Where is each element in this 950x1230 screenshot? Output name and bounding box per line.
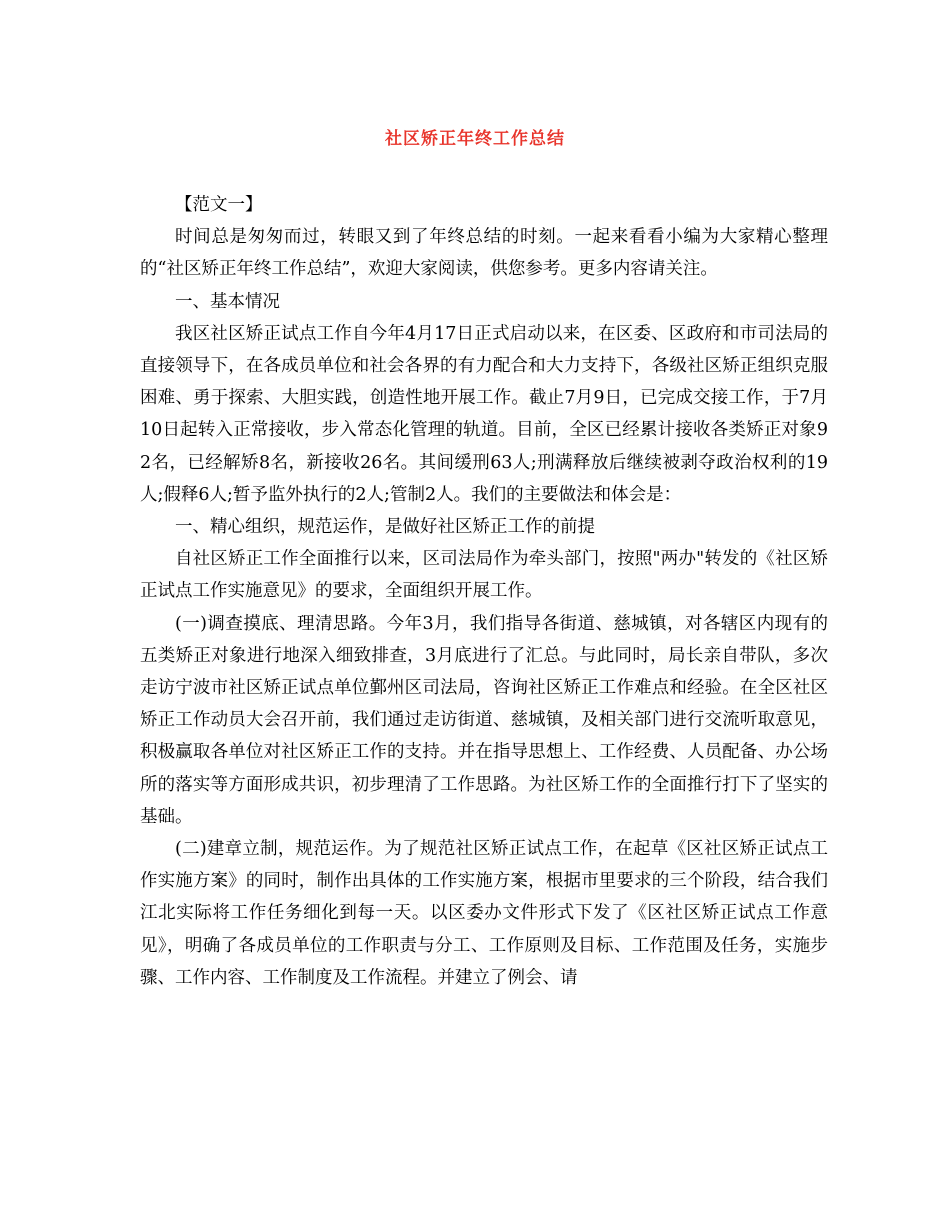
- document-body: [140, 189, 828, 994]
- paragraph-intro: 时间总是匆匆而过，转眼又到了年终总结的时刻。一起来看看小编为大家精心整理的“社区矫正年终工作总结”，欢迎大家阅读，供您参考。更多内容请关注。: [140, 227, 828, 280]
- paragraph-sample-label: 【范文一】: [175, 195, 263, 215]
- paragraph-implementation: 自社区矫正工作全面推行以来，区司法局作为牵头部门，按照"两办"转发的《社区矫正试点工作实施意见》的要求，全面组织开展工作。: [140, 549, 828, 602]
- paragraph-regulations: (二)建章立制，规范运作。为了规范社区矫正试点工作，在起草《区社区矫正试点工作实施方案》的同时，制作出具体的工作实施方案，根据市里要求的三个阶段，结合我们江北实际将工作任务细化到每一天。以区委办文件形式下发了《区社区矫正试点工作意见》，明确了各成员单位的工作职责与分工、工作原则及目标、工作范围及任务，实施步骤、工作内容、工作制度及工作流程。并建立了例会、请: [140, 839, 828, 988]
- paragraph-investigation: (一)调查摸底、理清思路。今年3月，我们指导各街道、慈城镇，对各辖区内现有的五类矫正对象进行地深入细致排查，3月底进行了汇总。与此同时，局长亲自带队，多次走访宁波市社区矫正试点单位鄞州区司法局，咨询社区矫正工作难点和经验。在全区社区矫正工作动员大会召开前，我们通过走访街道、慈城镇，及相关部门进行交流听取意见，积极赢取各单位对社区矫正工作的支持。并在指导思想上、工作经费、人员配备、办公场所的落实等方面形成共识，初步理清了工作思路。为社区矫工作的全面推行打下了坚实的基础。: [140, 613, 828, 827]
- paragraph-basic-situation: 我区社区矫正试点工作自今年4月17日正式启动以来，在区委、区政府和市司法局的直接领导下，在各成员单位和社会各界的有力配合和大力支持下，各级社区矫正组织克服困难、勇于探索、大胆实践，创造性地开展工作。截止7月9日，已完成交接工作，于7月10日起转入正常接收，步入常态化管理的轨道。目前，全区已经累计接收各类矫正对象92名，已经解矫8名，新接收26名。其间缓刑63人;刑满释放后继续被剥夺政治权利的19人;假释6人;暂予监外执行的2人;管制2人。我们的主要做法和体会是：: [140, 323, 828, 505]
- heading-basic-situation: 一、基本情况: [175, 291, 280, 312]
- heading-careful-organization: 一、精心组织，规范运作，是做好社区矫正工作的前提: [175, 517, 595, 538]
- document-title: 社区矫正年终工作总结: [385, 129, 565, 149]
